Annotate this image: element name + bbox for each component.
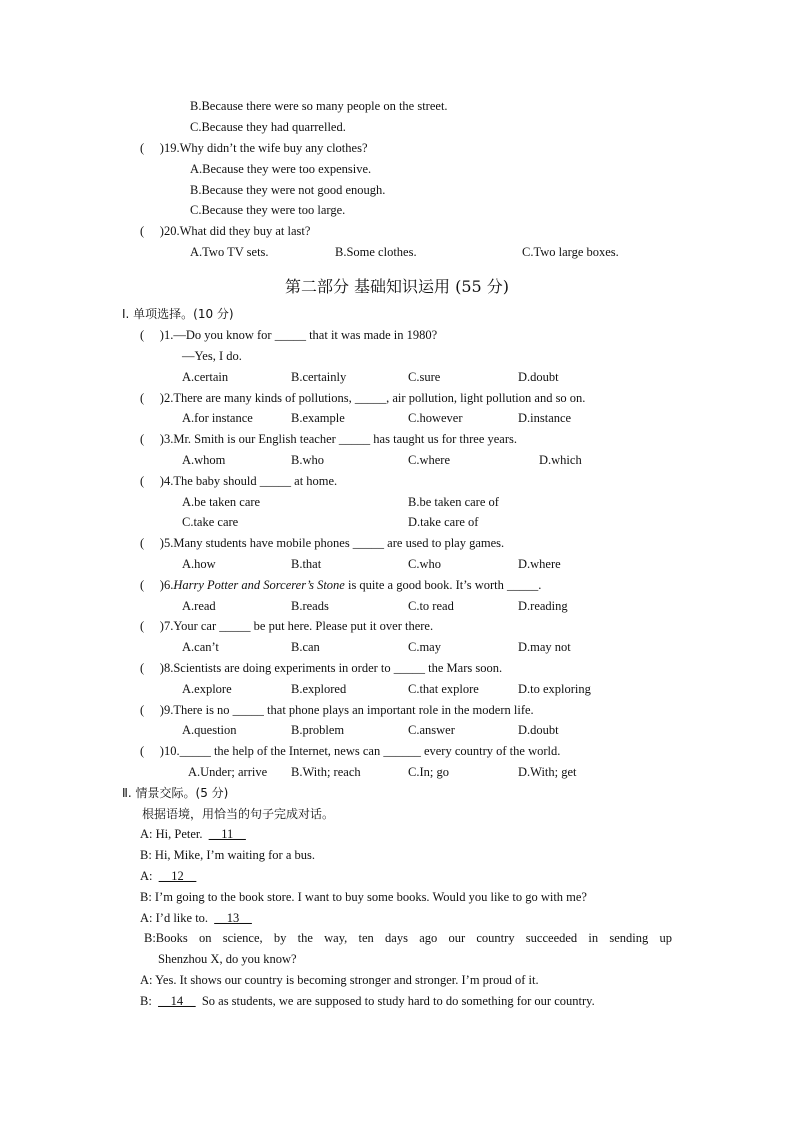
dialogue-line-8-rest: So as students, we are supposed to study hard to do something for our country. <box>195 994 595 1008</box>
question-4: ( )4.The baby should _____ at home. <box>140 474 338 488</box>
q7-option-b: B.can <box>291 640 320 654</box>
q5-option-d: D.where <box>518 557 561 571</box>
blank-13: __13__ <box>214 911 252 925</box>
question-6-rest: is quite a good book. It’s worth _____. <box>344 578 542 592</box>
q7-option-d: D.may not <box>518 640 571 654</box>
dialogue-line-5-text: A: I’d like to. <box>140 911 215 925</box>
section-2-instruction: 根据语境，用恰当的句子完成对话。 <box>142 807 335 821</box>
question-6 <box>140 577 541 593</box>
question-5: ( )5.Many students have mobile phones _____ are used to play games. <box>140 536 505 550</box>
question-1: ( )1.—Do you know for _____ that it was made in 1980? <box>140 328 438 342</box>
q19-option-a: A.Because they were too expensive. <box>190 162 372 176</box>
q1-option-b: B.certainly <box>291 370 347 384</box>
q2-option-d: D.instance <box>518 411 572 425</box>
dialogue-line-1 <box>140 826 246 842</box>
q8-option-a: A.explore <box>182 682 232 696</box>
q6-option-c: C.to read <box>408 599 454 613</box>
question-9: ( )9.There is no _____ that phone plays an important role in the modern life. <box>140 703 534 717</box>
q20-option-c: C.Two large boxes. <box>522 245 619 259</box>
q19-option-c: C.Because they were too large. <box>190 203 346 217</box>
q2-option-c: C.however <box>408 411 463 425</box>
question-1-reply: —Yes, I do. <box>182 349 242 363</box>
question-7: ( )7.Your car _____ be put here. Please put it over there. <box>140 619 434 633</box>
question-19: ( )19.Why didn’t the wife buy any clothes? <box>140 141 368 155</box>
dialogue-line-8-text: B: <box>140 994 159 1008</box>
question-8: ( )8.Scientists are doing experiments in order to _____ the Mars soon. <box>140 661 503 675</box>
q18-option-b: B.Because there were so many people on the street. <box>190 99 448 113</box>
q4-option-b: B.be taken care of <box>408 495 499 509</box>
q4-option-a: A.be taken care <box>182 495 261 509</box>
q6-option-a: A.read <box>182 599 216 613</box>
q1-option-a: A.certain <box>182 370 229 384</box>
q10-option-d: D.With; get <box>518 765 577 779</box>
q9-option-c: C.answer <box>408 723 455 737</box>
q20-option-a: A.Two TV sets. <box>190 245 269 259</box>
dialogue-line-1-text: A: Hi, Peter. <box>140 827 209 841</box>
dialogue-line-2: B: Hi, Mike, I’m waiting for a bus. <box>140 848 315 862</box>
dialogue-line-6: B:Books on science, by the way, ten days ago our country succeeded in sending up <box>144 931 672 945</box>
q3-option-b: B.who <box>291 453 324 467</box>
q9-option-a: A.question <box>182 723 237 737</box>
q3-option-d: D.which <box>539 453 582 467</box>
q3-option-a: A.whom <box>182 453 226 467</box>
q5-option-c: C.who <box>408 557 441 571</box>
q9-option-d: D.doubt <box>518 723 559 737</box>
section-2-heading: Ⅱ. 情景交际。(5 分) <box>122 786 229 800</box>
q9-option-b: B.problem <box>291 723 345 737</box>
blank-12: __12__ <box>158 869 197 883</box>
q10-option-a: A.Under; arrive <box>188 765 268 779</box>
dialogue-line-4: B: I’m going to the book store. I want to buy some books. Would you like to go with me? <box>140 890 587 904</box>
dialogue-line-3-text: A: <box>140 869 159 883</box>
section-1-heading: Ⅰ. 单项选择。(10 分) <box>122 307 234 321</box>
q19-option-b: B.Because they were not good enough. <box>190 183 386 197</box>
q6-option-d: D.reading <box>518 599 568 613</box>
q5-option-a: A.how <box>182 557 216 571</box>
blank-14: __14__ <box>158 994 196 1008</box>
q3-option-c: C.where <box>408 453 450 467</box>
question-6-number: ( )6. <box>140 578 174 592</box>
q8-option-c: C.that explore <box>408 682 479 696</box>
question-2: ( )2.There are many kinds of pollutions, _____, air pollution, light pollution and so on. <box>140 391 586 405</box>
question-3: ( )3.Mr. Smith is our English teacher _____ has taught us for three years. <box>140 432 518 446</box>
dialogue-line-3 <box>140 868 196 884</box>
q4-option-c: C.take care <box>182 515 239 529</box>
q1-option-c: C.sure <box>408 370 441 384</box>
q8-option-d: D.to exploring <box>518 682 591 696</box>
q10-option-b: B.With; reach <box>291 765 361 779</box>
q2-option-b: B.example <box>291 411 345 425</box>
q8-option-b: B.explored <box>291 682 347 696</box>
q7-option-a: A.can’t <box>182 640 219 654</box>
question-20: ( )20.What did they buy at last? <box>140 224 311 238</box>
q6-option-b: B.reads <box>291 599 329 613</box>
question-10: ( )10._____ the help of the Internet, news can ______ every country of the world. <box>140 744 561 758</box>
q4-option-d: D.take care of <box>408 515 479 529</box>
dialogue-line-5 <box>140 910 252 926</box>
part-two-title: 第二部分 基础知识运用 (55 分) <box>284 277 510 296</box>
q5-option-b: B.that <box>291 557 322 571</box>
q20-option-b: B.Some clothes. <box>335 245 417 259</box>
q18-option-c: C.Because they had quarrelled. <box>190 120 346 134</box>
question-6-book-title: Harry Potter and Sorcerer’s Stone <box>173 578 345 592</box>
dialogue-line-8 <box>140 993 595 1009</box>
q1-option-d: D.doubt <box>518 370 559 384</box>
q10-option-c: C.In; go <box>408 765 449 779</box>
q7-option-c: C.may <box>408 640 441 654</box>
dialogue-line-6-continued: Shenzhou X, do you know? <box>158 952 297 966</box>
q2-option-a: A.for instance <box>182 411 253 425</box>
blank-11: __11__ <box>208 827 246 841</box>
dialogue-line-7: A: Yes. It shows our country is becoming stronger and stronger. I’m proud of it. <box>140 973 539 987</box>
